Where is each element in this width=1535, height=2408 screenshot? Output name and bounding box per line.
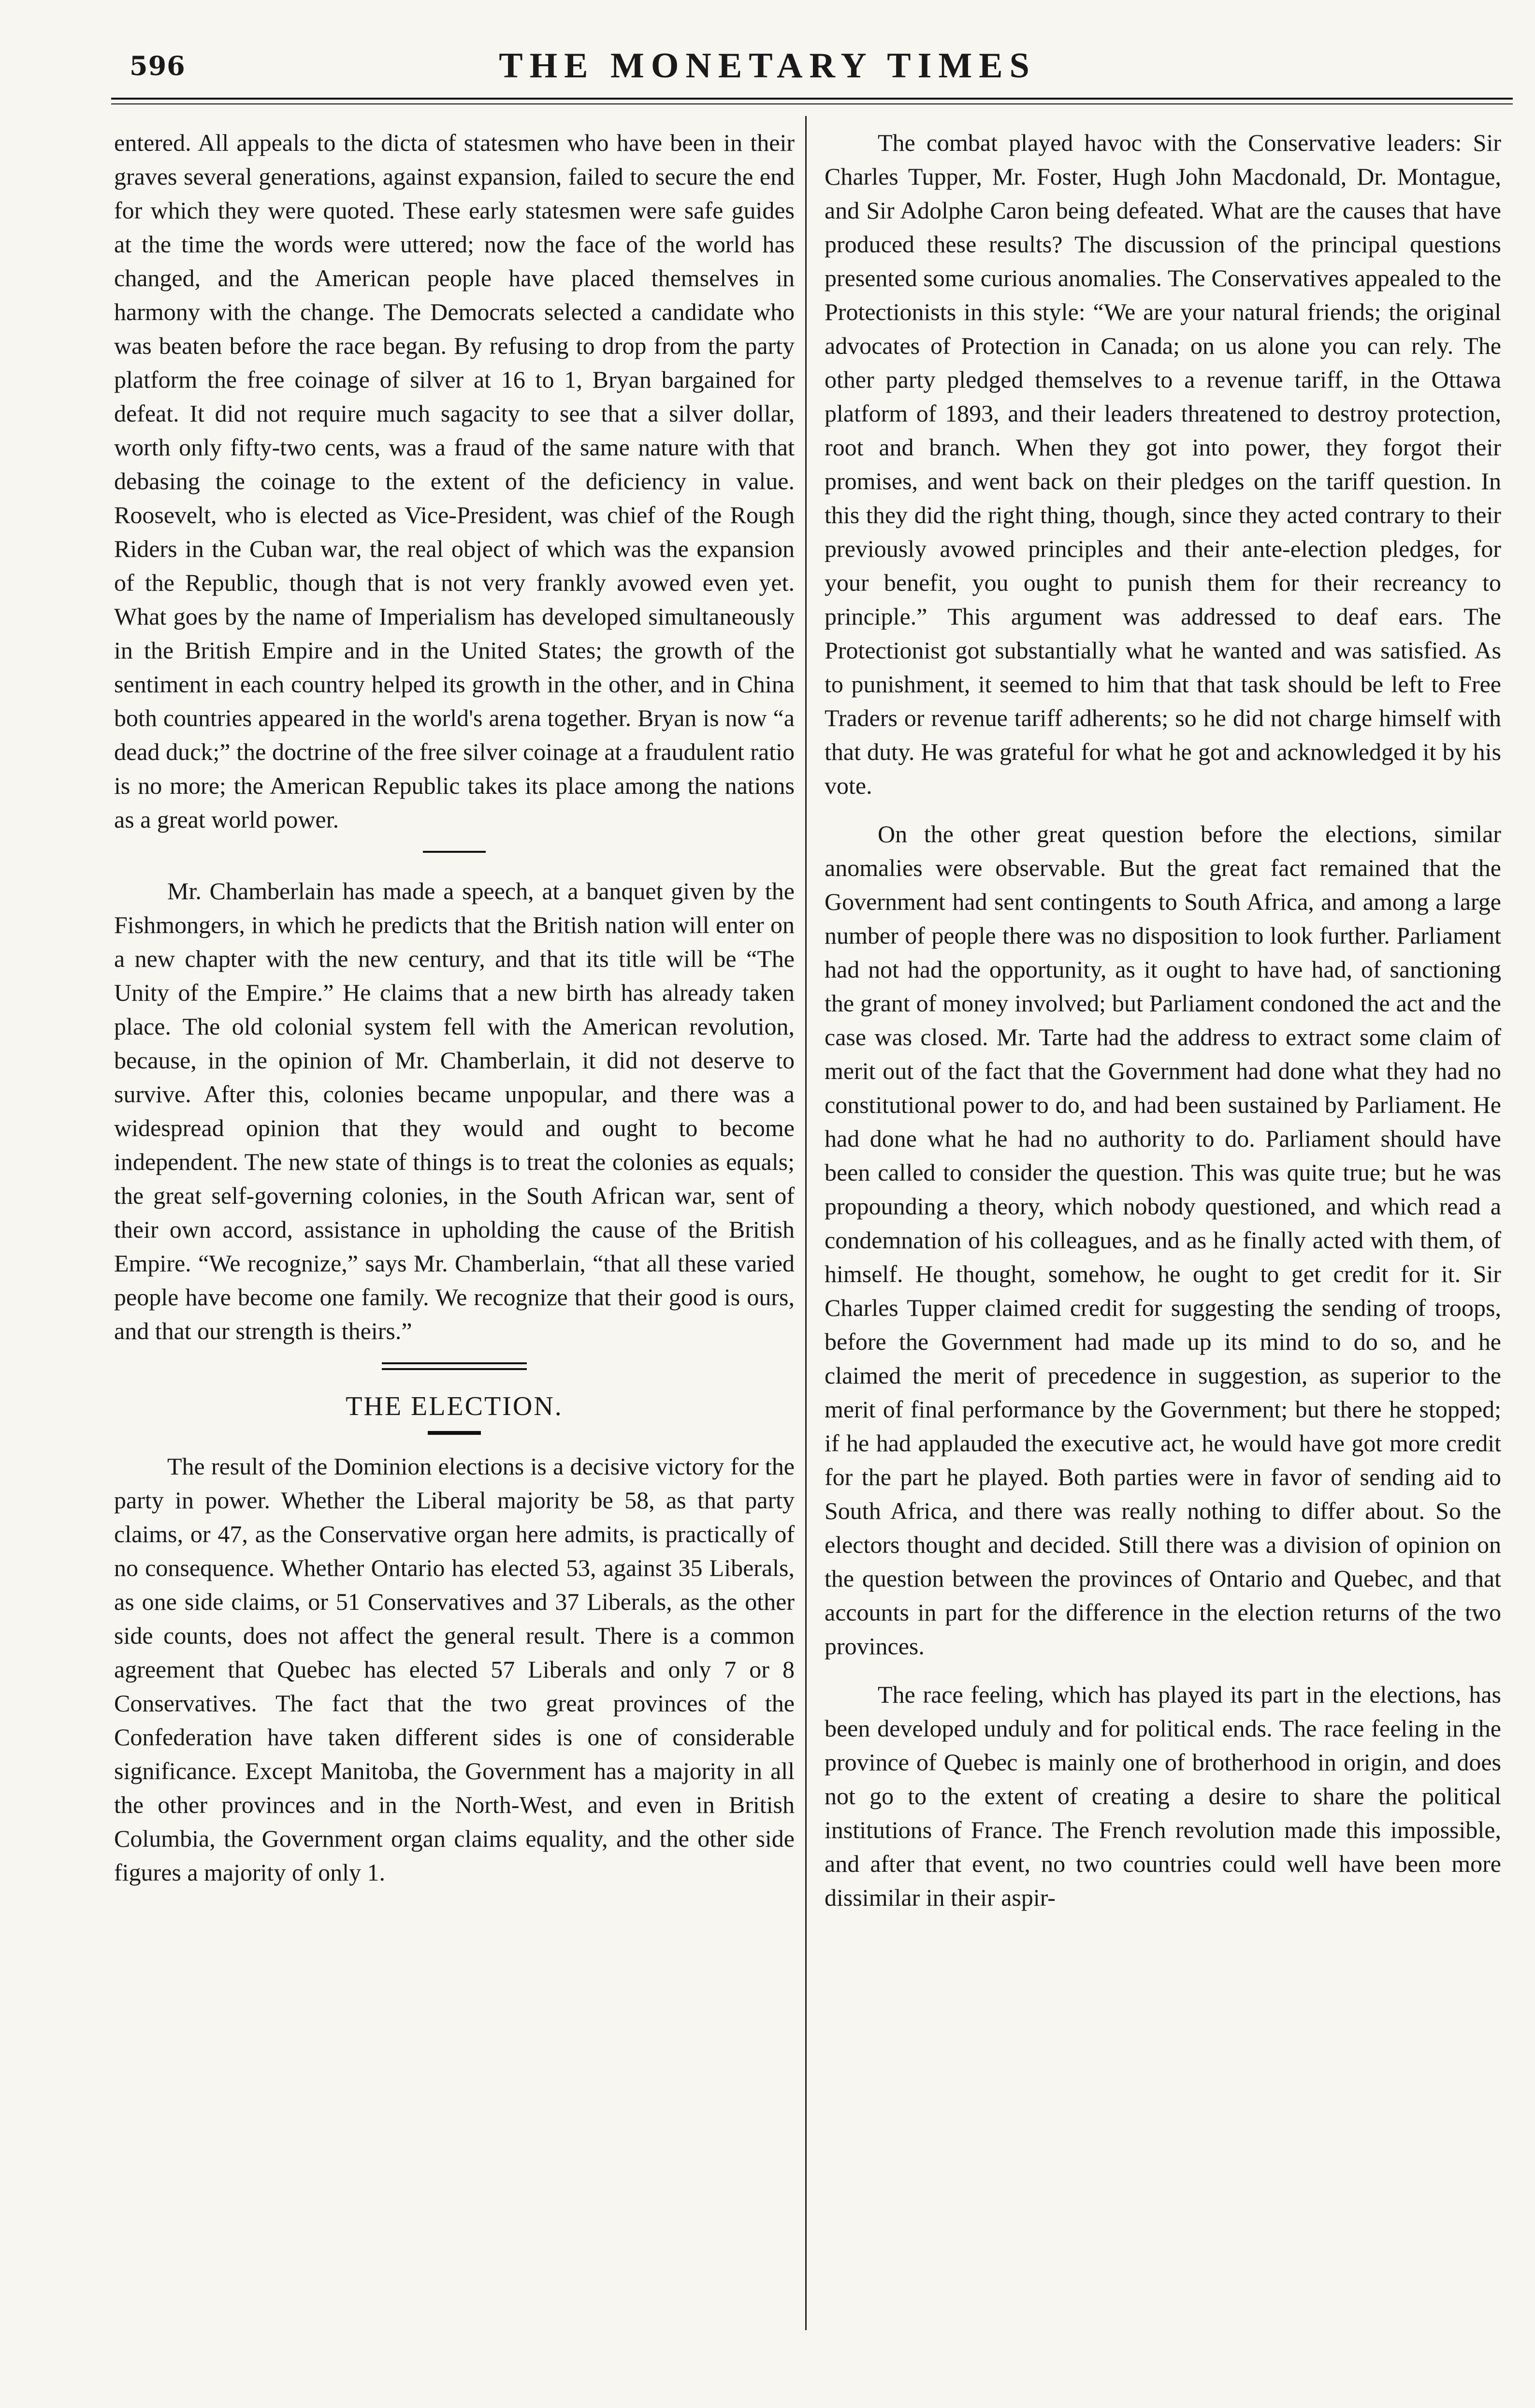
header-rule-thick	[111, 98, 1513, 100]
left-paragraph-3: The result of the Dominion elections is a decisive victory for the party in power. Whether the Liberal majority be 58, as that party claims, or 47, as the Conservative organ here admits, is practically of no consequence. Whether Ontario has elected 53, against 35 Liberals, as one side claims, or 51 Conservatives and 37 Liberals, as the other side counts, does not affect the general result. There is a common agreement that Quebec has elected 57 Liberals and only 7 or 8 Conservatives. The fact that the two great provinces of the Confederation have taken different sides is one of considerable significance. Except Manitoba, the Government has a majority in all the other provinces and in the North-West, and even in British Columbia, the Government organ claims equality, and the other side figures a majority of only 1.	[114, 1453, 795, 1886]
right-paragraph-2: On the other great question before the elections, similar anomalies were observable. But the great fact remained that the Government had sent contingents to South Africa, and among a large number of people there was no disposition to look further. Parliament had not had the opportunity, as it ought to have had, of sanctioning the grant of money involved; but Parliament condoned the act and the case was closed. Mr. Tarte had the address to extract some claim of merit out of the fact that the Government had done what they had no constitutional power to do, and had been sustained by Parliament. He had done what he had no authority to do. Parliament should have been called to consider the question. This was quite true; but he was propounding a theory, which nobody questioned, and which read a condemnation of his colleagues, and as he finally acted with them, of himself. He thought, somehow, he ought to get credit for it. Sir Charles Tupper claimed credit for suggesting the sending of troops, before the Government had made up its mind to do so, and he claimed the merit of precedence in suggestion, as superior to the merit of final performance by the Government; but there he stopped; if he had applauded the executive act, he would have got more credit for the part he played. Both parties were in favor of sending aid to South Africa, and there was really nothing to differ about. So the electors thought and decided. Still there was a division of opinion on the question between the provinces of Ontario and Quebec, and that accounts in part for the difference in the election returns of the two provinces.	[825, 820, 1501, 1660]
header-rule-thin	[111, 103, 1513, 104]
title-underline	[428, 1431, 481, 1435]
column-divider	[805, 116, 807, 2330]
page-header	[0, 0, 1535, 116]
right-column	[825, 126, 1501, 1929]
double-rule-separator	[382, 1362, 527, 1370]
section-separator	[423, 851, 486, 853]
page-number: 596	[130, 50, 186, 81]
right-paragraph-1: The combat played havoc with the Conservative leaders: Sir Charles Tupper, Mr. Foster, Hugh John Macdonald, Dr. Montague, and Sir Adolphe Caron being defeated. What are the causes that have produced these results? The discussion of the principal questions presented some curious anomalies. The Conservatives appealed to the Protectionists in this style: “We are your natural friends; the original advocates of Protection in Canada; on us alone you can rely. The other party pledged themselves to a revenue tariff, in the Ottawa platform of 1893, and their leaders threatened to destroy protection, root and branch. When they got into power, they forgot their promises, and went back on their pledges on the tariff question. In this they did the right thing, though, since they acted contrary to their previously avowed principles and their ante-election pledges, for your benefit, you ought to punish them for their recreancy to principle.” This argument was addressed to deaf ears. The Protectionist got substantially what he wanted and was satisfied. As to punishment, it seemed to him that that task should be left to Free Traders or revenue tariff adherents; so he did not charge himself with that duty. He was grateful for what he got and acknowledged it by his vote.	[825, 129, 1501, 799]
left-paragraph-1: entered. All appeals to the dicta of statesmen who have been in their graves several generations, against expansion, failed to secure the end for which they were quoted. These early statesmen were safe guides at the time the words were uttered; now the face of the world has changed, and the American people have placed themselves in harmony with the change. The Democrats selected a candidate who was beaten before the race began. By refusing to drop from the party platform the free coinage of silver at 16 to 1, Bryan bargained for defeat. It did not require much sagacity to see that a silver dollar, worth only fifty-two cents, was a fraud of the same nature with that debasing the coinage to the extent of the deficiency in value. Roosevelt, who is elected as Vice-President, was chief of the Rough Riders in the Cuban war, the real object of which was the expansion of the Republic, though that is not very frankly avowed even yet. What goes by the name of Imperialism has developed simultaneously in the British Empire and in the United States; the growth of the sentiment in each country helped its growth in the other, and in China both countries appeared in the world's arena together. Bryan is now “a dead duck;” the doctrine of the free silver coinage at a fraudulent ratio is no more; the American Republic takes its place among the nations as a great world power.	[114, 129, 795, 833]
section-title: THE ELECTION.	[346, 1391, 563, 1421]
right-paragraph-3: The race feeling, which has played its part in the elections, has been developed unduly and for political ends. The race feeling in the province of Quebec is mainly one of brotherhood in origin, and does not go to the extent of creating a desire to share the political institutions of France. The French revolution made this impossible, and after that event, no two countries could well have been more dissimilar in their aspir-	[825, 1681, 1501, 1911]
masthead-title: THE MONETARY TIMES	[499, 46, 1036, 86]
left-column	[114, 126, 795, 1904]
left-paragraph-2: Mr. Chamberlain has made a speech, at a banquet given by the Fishmongers, in which he predicts that the British nation will enter on a new chapter with the new century, and that its title will be “The Unity of the Empire.” He claims that a new birth has already taken place. The old colonial system fell with the American revolution, because, in the opinion of Mr. Chamberlain, it did not deserve to survive. After this, colonies became unpopular, and there was a widespread opinion that they would and ought to become independent. The new state of things is to treat the colonies as equals; the great self-governing colonies, in the South African war, sent of their own accord, assistance in upholding the cause of the British Empire. “We recognize,” says Mr. Chamberlain, “that all these varied people have become one family. We recognize that their good is ours, and that our strength is theirs.”	[114, 877, 795, 1344]
